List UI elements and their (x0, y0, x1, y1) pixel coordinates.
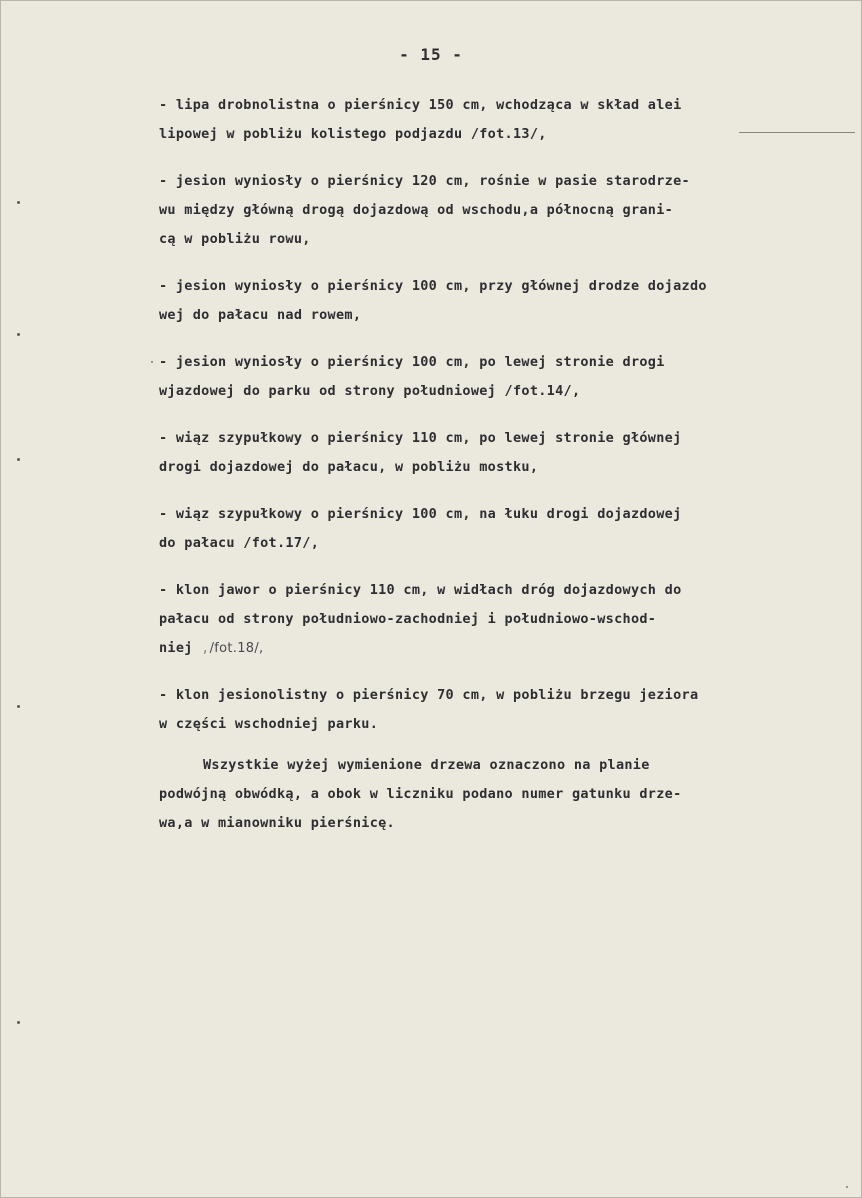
text-line: - jesion wyniosły o pierśnicy 100 cm, przy głównej drodze dojazdo (159, 278, 707, 294)
text-line: - wiąz szypułkowy o pierśnicy 110 cm, po lewej stronie głównej (159, 430, 682, 446)
handwritten-note: /fot.18/, (209, 641, 264, 656)
typed-text: niej (159, 640, 193, 656)
text-line: - jesion wyniosły o pierśnicy 120 cm, rośnie w pasie starodrze- (159, 173, 690, 189)
text-line: wu między główną drogą dojazdową od wschodu,a północną grani- (159, 202, 674, 218)
margin-speck (17, 705, 20, 708)
margin-speck (17, 458, 20, 461)
margin-speck (17, 333, 20, 336)
text-line: - jesion wyniosły o pierśnicy 100 cm, po lewej stronie drogi (159, 354, 665, 370)
text-line: cą w pobliżu rowu, (159, 231, 311, 247)
closing-paragraph (159, 751, 849, 838)
document-body (159, 91, 849, 838)
text-line: - klon jawor o pierśnicy 110 cm, w widłach dróg dojazdowych do (159, 582, 682, 598)
text-line: - lipa drobnolistna o pierśnicy 150 cm, wchodząca w skład alei (159, 97, 682, 113)
text-line: podwójną obwódką, a obok w liczniku podano numer gatunku drze- (159, 786, 682, 802)
text-line: wjazdowej do parku od strony południowej /fot.14/, (159, 383, 581, 399)
text-line: - wiąz szypułkowy o pierśnicy 100 cm, na łuku drogi dojazdowej (159, 506, 682, 522)
text-line: lipowej w pobliżu kolistego podjazdu /fot.13/, (159, 126, 547, 142)
paper-speck (151, 361, 153, 363)
list-item (159, 424, 849, 482)
text-line: w części wschodniej parku. (159, 716, 379, 732)
text-line: pałacu od strony południowo-zachodniej i południowo-wschod- (159, 611, 657, 627)
text-line: drogi dojazdowej do pałacu, w pobliżu mostku, (159, 459, 539, 475)
list-item (159, 91, 849, 149)
handwritten-separator: , (201, 640, 210, 656)
text-line: do pałacu /fot.17/, (159, 535, 320, 551)
text-line: wej do pałacu nad rowem, (159, 307, 362, 323)
margin-speck (17, 201, 20, 204)
list-item (159, 576, 849, 663)
paper-speck (846, 1186, 848, 1188)
list-item (159, 167, 849, 254)
page-number: - 15 - (399, 45, 463, 64)
text-line: wa,a w mianowniku pierśnicę. (159, 815, 395, 831)
text-line-mixed (159, 634, 849, 663)
text-line: Wszystkie wyżej wymienione drzewa oznaczono na planie (203, 757, 650, 773)
list-item (159, 348, 849, 406)
text-line: - klon jesionolistny o pierśnicy 70 cm, w pobliżu brzegu jeziora (159, 687, 699, 703)
margin-speck (17, 1021, 20, 1024)
list-item (159, 681, 849, 739)
list-item (159, 272, 849, 330)
list-item (159, 500, 849, 558)
